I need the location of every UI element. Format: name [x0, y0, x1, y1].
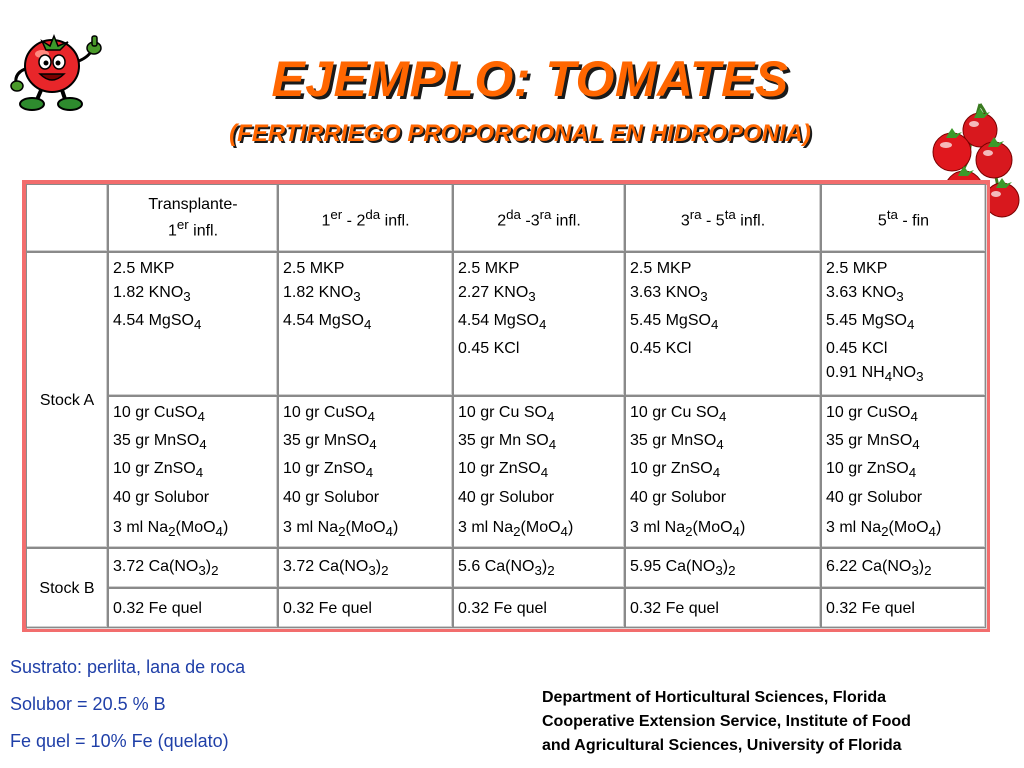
- stock-a-macro-cell: [821, 252, 986, 396]
- header-row: [26, 184, 986, 252]
- stock-a-micro-cell: [821, 396, 986, 548]
- cell-line: 3 ml $Na_2(MoO_4)$: [283, 518, 399, 539]
- stock-a-micro-cell: [108, 396, 278, 548]
- cell-line: 2.5 MKP: [113, 260, 175, 277]
- tomato-mascot-icon: [6, 28, 110, 112]
- stock-b-calcium-cell: 5.95 $Ca(NO_3)_2$: [625, 548, 821, 588]
- cell-line: 4.54 MgSO$_4$: [283, 312, 372, 333]
- stock-a-micro-cell: [278, 396, 453, 548]
- fertigation-table-frame: [22, 180, 990, 632]
- stock-a-micro-cell: [453, 396, 625, 548]
- cell-line: 10 gr ZnSO$_4$: [283, 460, 374, 481]
- cell-line: 10 gr ZnSO$_4$: [458, 460, 549, 481]
- cell-line: 35 gr Mn $SO_4$: [458, 432, 557, 453]
- stock-b-iron-cell: 0.32 Fe quel: [108, 588, 278, 628]
- stock-b-iron-cell: 0.32 Fe quel: [821, 588, 986, 628]
- note-solubor: Solubor = 20.5 % B: [10, 694, 166, 714]
- cell-line: 40 gr Solubor: [826, 488, 923, 506]
- header-cell: $1er - 2^{da}$ infl.: [278, 184, 453, 252]
- stock-a-label: Stock A: [26, 252, 108, 548]
- cell-line: 2.5 MKP: [458, 260, 520, 277]
- cell-line: 3.63 $KNO_3$: [630, 284, 708, 305]
- cell-line: 3 ml $Na_2(MoO_4)$: [826, 518, 942, 539]
- stock-a-macro-cell: [278, 252, 453, 396]
- cell-line: 0.45 KCl: [826, 340, 888, 358]
- cell-line: 10 gr CuSO$_4$: [283, 404, 375, 425]
- cell-line: 2.5 MKP: [283, 260, 345, 277]
- cell-line: 40 gr Solubor: [283, 488, 380, 506]
- cell-line: 3 ml $Na_2(MoO_4)$: [113, 518, 229, 539]
- cell-line: 0.45 KCl: [458, 340, 520, 358]
- cell-line: 10 gr Cu $SO_4$: [630, 404, 727, 425]
- slide-subtitle: (FERTIRRIEGO PROPORCIONAL EN HIDROPONIA): [229, 120, 811, 147]
- cell-line: 10 gr ZnSO$_4$: [826, 460, 917, 481]
- credit-line: Department of Horticultural Sciences, Florida: [542, 689, 887, 706]
- cell-line: 2.5 MKP: [826, 260, 888, 277]
- credit-block: [542, 686, 1012, 758]
- cell-line: 4.54 MgSO$_4$: [113, 312, 202, 333]
- header-cell: Transplante- 1er infl.: [108, 184, 278, 252]
- cell-line: 35 gr MnSO$_4$: [113, 432, 207, 453]
- stock-a-macro-row: [26, 252, 986, 396]
- cell-line: 5.45 MgSO$_4$: [630, 312, 719, 333]
- credit-line: and Agricultural Sciences, University of Florida: [542, 737, 902, 754]
- cell-line: 40 gr Solubor: [113, 488, 210, 506]
- cell-line: 10 gr ZnSO$_4$: [113, 460, 204, 481]
- header-cell: $3^{ra} - 5^{ta}$ infl.: [625, 184, 821, 252]
- stock-b-calcium-cell: 3.72 $Ca(NO_3)_2$: [108, 548, 278, 588]
- header-cell: $2^{da}$ $-3^{ra}$ infl.: [453, 184, 625, 252]
- cell-line: 1.82 $KNO_3$: [113, 284, 191, 305]
- cell-line: 10 gr ZnSO$_4$: [630, 460, 721, 481]
- note-fe-chelate: Fe quel = 10% Fe (quelato): [10, 731, 229, 751]
- cell-line: 5.45 MgSO$_4$: [826, 312, 915, 333]
- cell-line: 40 gr Solubor: [458, 488, 555, 506]
- cell-line: 0.45 KCl: [630, 340, 692, 358]
- cell-line: 35 gr MnSO$_4$: [630, 432, 724, 453]
- slide-title: EJEMPLO: TOMATES: [271, 51, 789, 107]
- cell-line: 10 gr CuSO$_4$: [826, 404, 918, 425]
- stock-a-micro-cell: [625, 396, 821, 548]
- cell-line: 40 gr Solubor: [630, 488, 727, 506]
- cell-line: 0.91 $NH_4NO_3$: [826, 364, 924, 385]
- cell-line: 3.63 $KNO_3$: [826, 284, 904, 305]
- cell-line: 3 ml $Na_2(MoO_4)$: [630, 518, 746, 539]
- cell-line: 2.27 $KNO_3$: [458, 284, 536, 305]
- stock-b-calcium-row: [26, 548, 986, 588]
- stock-a-macro-cell: [108, 252, 278, 396]
- stock-b-label: Stock B: [26, 548, 108, 628]
- cell-line: 35 gr MnSO$_4$: [826, 432, 920, 453]
- stock-b-calcium-cell: 5.6 $Ca(NO_3)_2$: [453, 548, 625, 588]
- stock-a-macro-cell: [453, 252, 625, 396]
- cell-line: 10 gr CuSO$_4$: [113, 404, 205, 425]
- stock-b-iron-cell: 0.32 Fe quel: [625, 588, 821, 628]
- stock-b-calcium-cell: 3.72 $Ca(NO_3)_2$: [278, 548, 453, 588]
- cell-line: 3 ml $Na_2(MoO_4)$: [458, 518, 574, 539]
- fertigation-table: [26, 184, 986, 628]
- cell-line: 10 gr Cu $SO_4$: [458, 404, 555, 425]
- stock-b-calcium-cell: 6.22 $Ca(NO_3)_2$: [821, 548, 986, 588]
- credit-line: Cooperative Extension Service, Institute of Food: [542, 713, 911, 730]
- cell-line: 1.82 $KNO_3$: [283, 284, 361, 305]
- cell-line: 35 gr MnSO$_4$: [283, 432, 377, 453]
- cell-line: 2.5 MKP: [630, 260, 692, 277]
- header-cell: $5^{ta}$ - fin: [821, 184, 986, 252]
- corner-cell: [26, 184, 108, 252]
- stock-a-micro-row: [26, 396, 986, 548]
- stock-b-iron-row: [26, 588, 986, 628]
- stock-b-iron-cell: 0.32 Fe quel: [453, 588, 625, 628]
- note-substrate: Sustrato: perlita, lana de roca: [10, 657, 246, 677]
- cell-line: 4.54 MgSO$_4$: [458, 312, 547, 333]
- stock-b-iron-cell: 0.32 Fe quel: [278, 588, 453, 628]
- stock-a-macro-cell: [625, 252, 821, 396]
